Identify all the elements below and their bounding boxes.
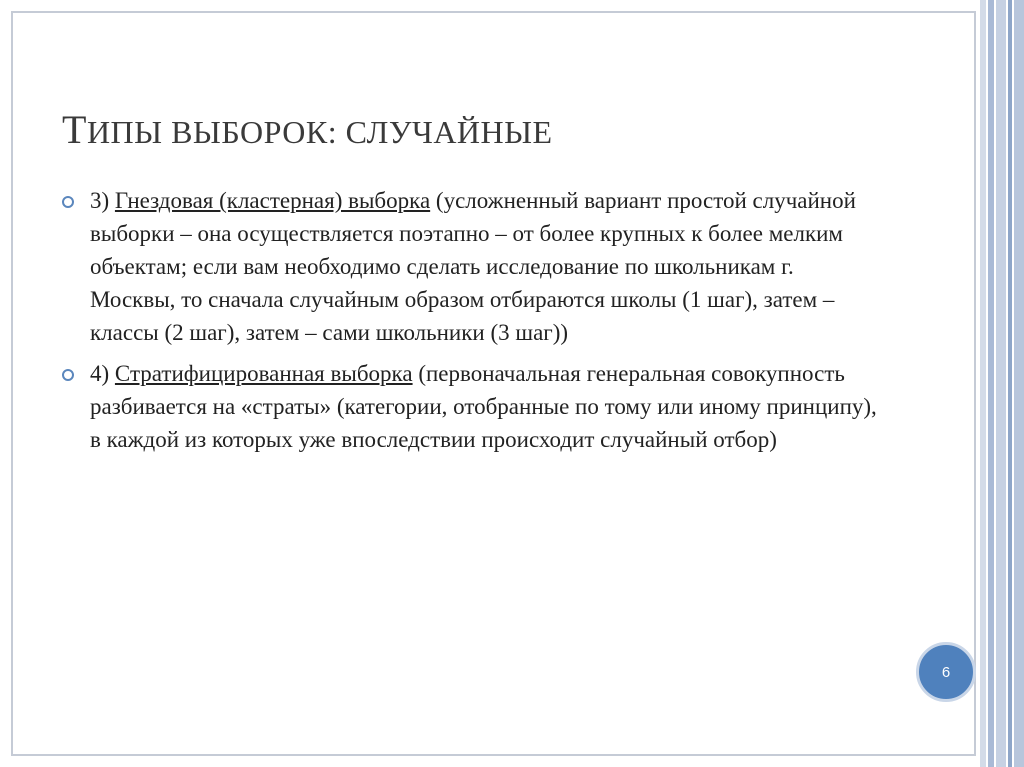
bullet-text	[90, 357, 882, 456]
bullet-text	[90, 184, 882, 349]
title-rest: ИПЫ ВЫБОРОК: СЛУЧАЙНЫЕ	[86, 114, 553, 150]
bullet-item-stratified	[62, 357, 882, 456]
bullet-prefix: 4)	[90, 361, 115, 386]
bullet-circle-icon	[62, 196, 74, 208]
bullet-circle-icon	[62, 369, 74, 381]
bullet-description: (первоначальная генеральная совокупность разбивается на «страты» (категории, отобранные по тому или иному принципу), в каждой из которых уже впоследствии происходит случайный отбор)	[90, 361, 877, 452]
title-capital: Т	[62, 107, 87, 152]
stripe	[1008, 0, 1012, 767]
bullet-term: Стратифицированная выборка	[114, 361, 413, 386]
page-number-badge: 6	[916, 642, 976, 702]
slide-title	[62, 106, 942, 153]
stripe	[996, 0, 1006, 767]
stripe	[980, 0, 986, 767]
bullet-term: Гнездовая (кластерная) выборка	[114, 188, 431, 213]
stripe	[1014, 0, 1024, 767]
decorative-stripes	[980, 0, 1024, 767]
slide-content	[62, 184, 882, 464]
stripe	[988, 0, 994, 767]
bullet-description: (усложненный вариант простой случайной выборки – она осуществляется поэтапно – от более крупных к более мелким объектам; если вам необходимо сделать исследование по школьникам г. Москвы, то сначала случайным образом отбираются школы (1 шаг), затем – классы (2 шаг), затем – сами школьники (3 шаг))	[90, 188, 856, 345]
bullet-item-cluster	[62, 184, 882, 349]
bullet-prefix: 3)	[90, 188, 115, 213]
